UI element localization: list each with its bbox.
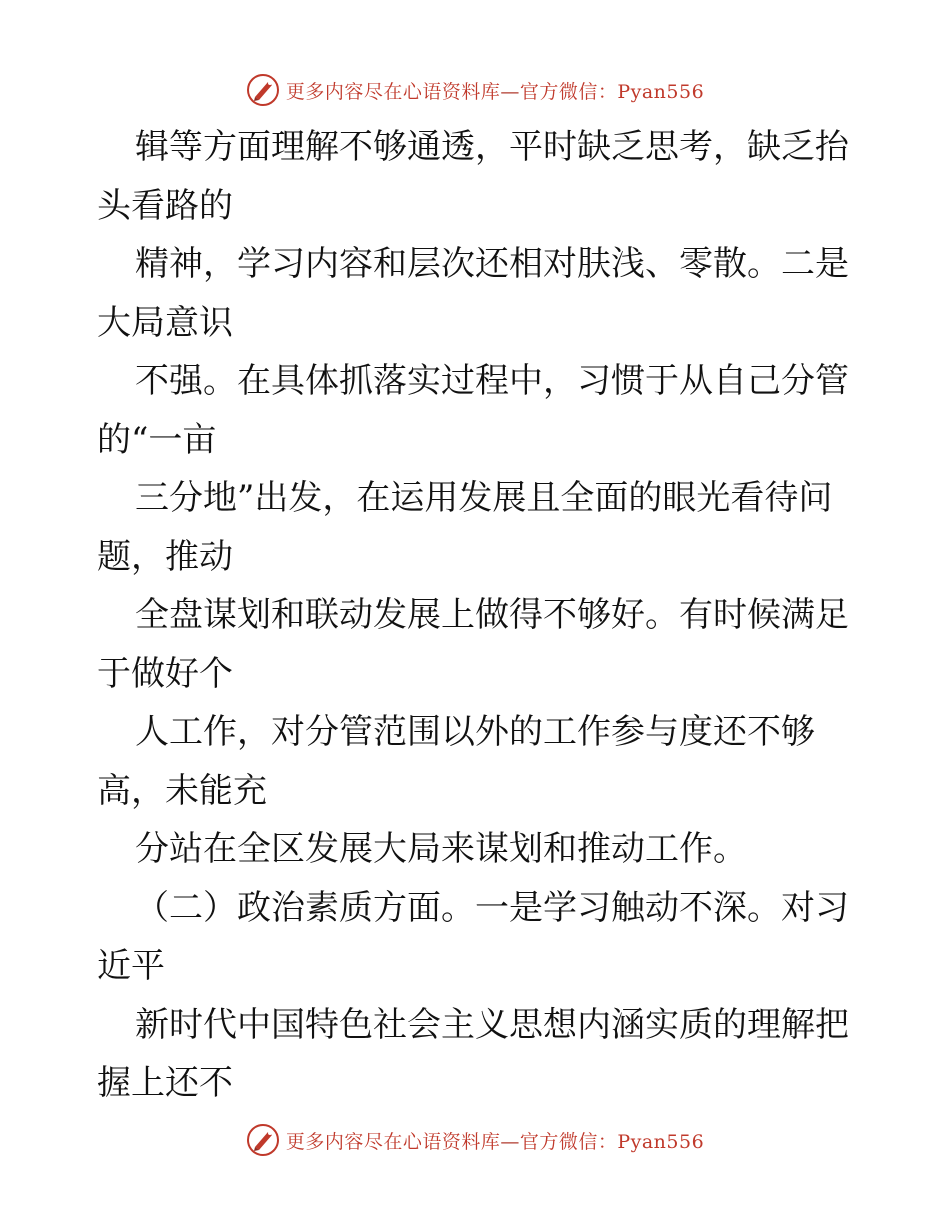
text-line: 高，未能充 [97,770,267,811]
text-line: 人工作，对分管范围以外的工作参与度还不够 [135,712,815,752]
text-line: 辑等方面理解不够通透，平时缺乏思考，缺乏抬 [135,127,849,167]
header-brand-separator: — [500,80,520,103]
text-line: 三分地”出发，在运用发展且全面的眼光看待问 [135,478,833,518]
header-brand-text [286,77,704,104]
text-line: （二）政治素质方面。一是学习触动不深。对习 [135,887,849,928]
header-brand [246,73,704,107]
text-line: 于做好个 [97,653,233,694]
text-line: 握上还不 [97,1063,233,1103]
footer-brand [246,1123,704,1157]
footer-brand-wechat: 官方微信：Pyan556 [519,1130,705,1153]
text-line: 大局意识 [97,302,233,343]
text-line: 不强。在具体抓落实过程中，习惯于从自己分管 [135,361,849,401]
header-brand-wechat: 官方微信：Pyan556 [519,80,705,103]
text-line: 全盘谋划和联动发展上做得不够好。有时候满足 [135,595,849,635]
text-line: 分站在全区发展大局来谋划和推动工作。 [135,829,747,869]
header-brand-main: 更多内容尽在心语资料库 [285,80,501,103]
text-line: 新时代中国特色社会主义思想内涵实质的理解把 [135,1004,849,1045]
text-line: 题，推动 [97,536,233,577]
text-line: 近平 [97,946,165,986]
text-line: 头看路的 [97,185,233,226]
text-line: 的“一亩 [97,419,217,460]
pen-circle-logo-icon [246,73,280,107]
page-footer [0,1120,950,1160]
footer-brand-text [286,1127,704,1154]
text-line: 精神，学习内容和层次还相对肤浅、零散。二是 [135,244,849,284]
footer-brand-main: 更多内容尽在心语资料库 [285,1130,501,1153]
page-header [0,70,950,110]
pen-circle-logo-icon [246,1123,280,1157]
footer-brand-separator: — [500,1130,520,1153]
document-body [97,118,867,1113]
